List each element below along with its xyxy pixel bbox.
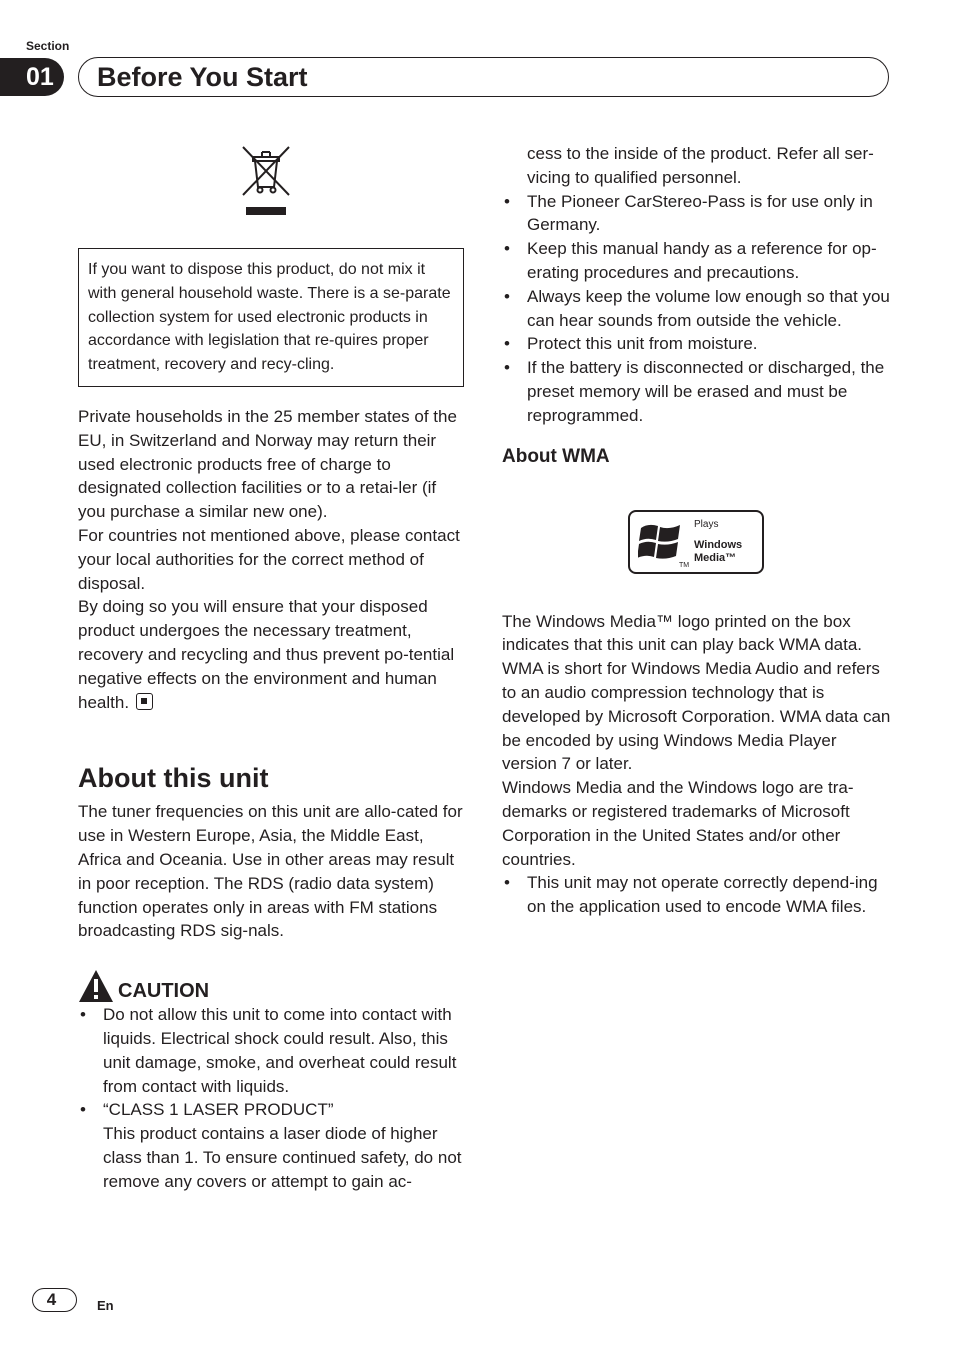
- list-item: • Protect this unit from moisture.: [502, 332, 892, 356]
- right-column: [502, 142, 892, 919]
- caution-label: CAUTION: [118, 980, 210, 1003]
- end-of-section-icon: [136, 693, 153, 710]
- about-wma-heading: About WMA: [502, 445, 610, 467]
- logo-windows-text: Windows: [694, 538, 743, 551]
- page-number: 4: [32, 1288, 77, 1312]
- logo-tm-mark: TM: [679, 561, 690, 569]
- section-label: Section: [26, 39, 70, 53]
- logo-media-text: Media™: [694, 551, 737, 564]
- caution-item-laser-title: • “CLASS 1 LASER PRODUCT”: [78, 1098, 464, 1122]
- about-unit-text: The tuner frequencies on this unit are allo-cated for use in Western Europe, Asia, the Middle East, Africa and Oceania. Use in other areas may result in poor reception. The RDS (radio data system) function operates only in areas with FM stations broadcasting RDS sig-nals.: [78, 802, 463, 941]
- crossed-bin-icon: [240, 145, 292, 217]
- wma-paragraph-3: Windows Media and the Windows logo are tra-demarks or registered trademarks of Microsoft Corporation in the United States and/or other countries.: [502, 778, 854, 869]
- list-item: • Keep this manual handy as a reference for op-erating procedures and precautions.: [502, 237, 892, 285]
- wma-paragraph-2: WMA is short for Windows Media Audio and refers to an audio compression technology that is developed by Microsoft Corporation. WMA data can be encoded by using Windows Media Player version 7 or later.: [502, 659, 891, 774]
- wma-list: [502, 871, 892, 919]
- weee-symbol: [78, 140, 464, 248]
- caution-item-laser-continued: cess to the inside of the product. Refer all ser-vicing to qualified personnel.: [527, 144, 874, 187]
- precaution-list: [502, 142, 892, 428]
- wma-paragraph-1: The Windows Media™ logo printed on the box indicates that this unit can play back WMA data.: [502, 611, 863, 655]
- left-column: [78, 140, 464, 1194]
- list-item: • This unit may not operate correctly depend-ing on the application used to encode WMA files.: [502, 871, 892, 919]
- caution-list: [78, 1003, 464, 1193]
- disposal-paragraph-2: For countries not mentioned above, please contact your local authorities for the correct method of disposal.: [78, 525, 460, 593]
- disposal-paragraph-3: By doing so you will ensure that your disposed product undergoes the necessary treatment, recovery and recycling and thus prevent po-tential negative effects on the environment and human health.: [78, 597, 455, 712]
- section-number: 01: [0, 58, 64, 96]
- warning-triangle-icon: [78, 969, 114, 1003]
- about-unit-heading: About this unit: [78, 763, 269, 794]
- caution-heading: [78, 967, 464, 1003]
- disposal-paragraph-1: Private households in the 25 member states of the EU, in Switzerland and Norway may return their used electronic products free of charge to designated collection facilities or to a retai-ler (if you purchase a similar new one).: [78, 406, 457, 522]
- caution-item-liquids: • Do not allow this unit to come into contact with liquids. Electrical shock could result. Also, this unit damage, smoke, and overheat could result from contact with liquids.: [78, 1003, 464, 1098]
- list-item: • If the battery is disconnected or discharged, the preset memory will be erased and must be reprogrammed.: [502, 356, 892, 427]
- windows-media-logo: [628, 510, 764, 574]
- list-item: • The Pioneer CarStereo-Pass is for use only in Germany.: [502, 190, 892, 238]
- logo-plays-text: Plays: [694, 518, 719, 530]
- windows-flag-icon: [638, 520, 682, 564]
- list-item: • Always keep the volume low enough so that you can hear sounds from outside the vehicle.: [502, 285, 892, 333]
- page-title: Before You Start: [97, 62, 308, 92]
- language-code: En: [97, 1298, 114, 1313]
- caution-item-laser-text: This product contains a laser diode of higher class than 1. To ensure continued safety, do not remove any covers or attempt to gain ac-: [103, 1124, 462, 1191]
- disposal-notice-box: If you want to dispose this product, do not mix it with general household waste. There is a se-parate collection system for used electronic products in accordance with legislation that re-quires proper treatment, recovery and recy-cling.: [78, 248, 464, 387]
